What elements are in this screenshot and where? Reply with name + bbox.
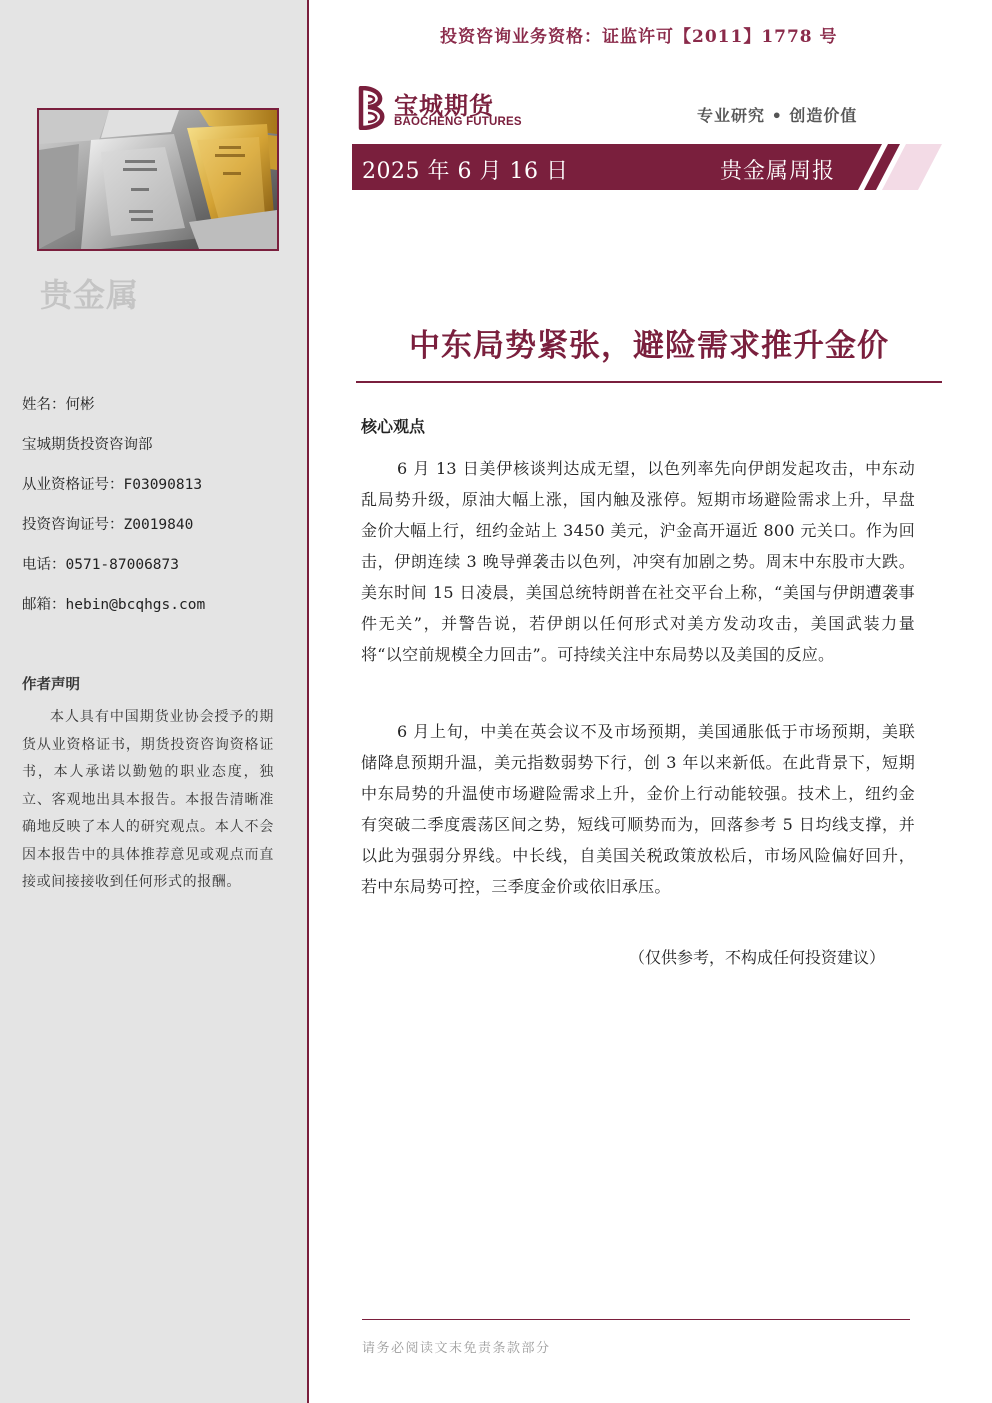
tagline: 专业研究 • 创造价值 (697, 106, 858, 125)
footer-divider (362, 1319, 910, 1320)
author-department: 宝城期货投资咨询部 (22, 437, 153, 453)
report-type: 贵金属周报 (720, 159, 836, 184)
footer-disclaimer-link: 请务必阅读文末免责条款部分 (362, 1341, 551, 1356)
author-declaration (22, 674, 274, 897)
phone: 电话：0571-87006873 (22, 557, 179, 573)
category-label: 贵金属 (40, 276, 140, 314)
author-name: 姓名：何彬 (22, 397, 95, 413)
report-title: 中东局势紧张，避险需求推升金价 (409, 328, 889, 364)
paragraph-text: 6 月上旬，中美在英会议不及市场预期，美国通胀低于市场预期，美联储降息预期升温，美元指数弱势下行，创 3 年以来新低。在此背景下，短期中东局势的升温使市场避险需求上升，金价上行动能较强。技术上，纽约金有突破二季度震荡区间之势，短线可顺势而为，回落参考 5 日均线支撑，并以此为强弱分界线。中长线，自美国关税政策放松后，市场风险偏好回升，若中东局势可控，三季度金价或依旧承压。 (361, 722, 915, 896)
logo-english-name: BAOCHENG FUTURES (394, 116, 522, 128)
paragraph-text: 6 月 13 日美伊核谈判达成无望，以色列率先向伊朗发起攻击，中东动乱局势升级，原油大幅上涨，国内触及涨停。短期市场避险需求上升，早盘金价大幅上行，纽约金站上 3450 美元，沪金高开逼近 800 元关口。作为回击，伊朗连续 3 晚导弹袭击以色列，冲突有加剧之势。周末中东股市大跌。美东时间 15 日凌晨，美国总统特朗普在社交平台上称，“美国与伊朗遭袭事件无关”，并警告说，若伊朗以任何形式对美方发动攻击，美国武装力量将“以空前规模全力回击”。可持续关注中东局势以及美国的反应。 (361, 459, 915, 664)
report-date: 2025 年 6 月 16 日 (362, 159, 569, 184)
sidebar-divider (307, 0, 309, 1403)
precious-metal-bars-image (37, 108, 279, 251)
paragraph-2 (361, 716, 915, 902)
qualification-number: 从业资格证号：F03090813 (22, 477, 203, 493)
email: 邮箱：hebin@bcqhgs.com (22, 597, 206, 613)
investment-note: （仅供参考，不构成任何投资建议） (629, 948, 886, 967)
company-logo (356, 86, 526, 132)
declaration-title: 作者声明 (22, 677, 80, 693)
report-banner (352, 144, 942, 190)
license-line: 投资咨询业务资格：证监许可【2011】1778 号 (440, 27, 838, 47)
title-divider (356, 381, 942, 383)
author-info (22, 394, 292, 634)
logo-b-icon (356, 86, 390, 130)
paragraph-1 (361, 453, 915, 670)
logo-chinese-name: 宝城期货 (394, 91, 494, 120)
sidebar (0, 0, 307, 1403)
section-heading: 核心观点 (361, 417, 426, 436)
consulting-number: 投资咨询证号：Z0019840 (22, 517, 194, 533)
declaration-body: 本人具有中国期货业协会授予的期货从业资格证书，期货投资咨询资格证书，本人承诺以勤勉的职业态度，独立、客观地出具本报告。本报告清晰准确地反映了本人的研究观点。本人不会因本报告中的具体推荐意见或观点而直接或间接接收到任何形式的报酬。 (22, 709, 274, 890)
